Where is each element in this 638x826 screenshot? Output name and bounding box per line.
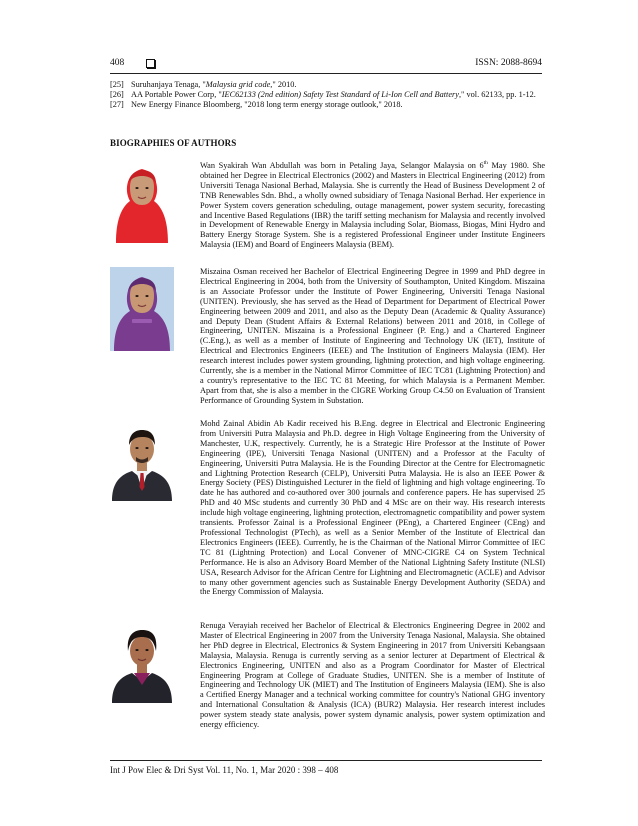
reference-number: [27] [110,100,124,110]
biography-text [200,267,545,406]
reference-number: [26] [110,90,124,100]
author-photo [110,161,174,243]
author-photo [110,419,174,501]
reference-title: Malaysia grid code [205,80,271,89]
checkbox-square-icon [146,59,155,68]
author-portrait-icon [110,419,174,501]
biography-text-part: Wan Syakirah Wan Abdullah was born in Petaling Jaya, Selangor Malaysia on 6 [200,161,484,170]
author-photo [110,621,174,703]
reference-text: ," 2010. [270,80,297,89]
reference-text: Suruhanjaya Tenaga, " [131,80,206,89]
reference-text: AA Portable Power Corp, " [131,90,222,100]
reference-text: ," vol. 62133, pp. 1-12. [458,90,536,100]
issn-label: ISSN: 2088-8694 [475,58,542,68]
header-rule [110,73,542,74]
biography-text [200,621,545,730]
reference-title: IEC62133 (2nd edition) Safety Test Standard of Li-Ion Cell and Battery [221,90,459,100]
biography-text [200,419,545,597]
section-title: BIOGRAPHIES OF AUTHORS [110,138,237,148]
reference-item [110,90,542,100]
biography-text-part: Renuga Verayiah received her Bachelor of Electrical & Electronics Engineering Degree in 2002 and Master of Electrical Engineering in 2007 from the University Tenaga Nasional, Malaysia. She obtained her PhD degree in Electrical, Electronics & System Engineering in 2017 from Universiti Kebangsaan Malaysia, Malaysia. Renuga is currently serving as a senior lecturer at Department of Electrical & Electronics Engineering, UNITEN and also as a Program Coordinator for Master of Electrical Engineering Program at College of Graduate Studies, UNITEN. She is a member of Institute of Engineering and Technology UK (MIET) and The Institution of Engineers Malaysia (IEM). She is also a Certified Energy Manager and a technical working committee for country's National GHG inventory and International Consultation & Analysis (ICA) (BUR2) Malaysia. Her research interest includes power system steady state analysis, power system dynamic analysis, power system optimization and energy efficiency. [200,621,545,730]
footer-rule [110,760,542,761]
page-header [110,58,542,72]
biography-text [200,161,545,250]
page-number: 408 [110,58,125,68]
footer-citation: Int J Pow Elec & Dri Syst Vol. 11, No. 1, Mar 2020 : 398 – 408 [110,765,339,775]
biography-text-part: Miszaina Osman received her Bachelor of Electrical Engineering Degree in 1999 and PhD degree in Electrical Engineering in 2004, both from the University of Southampton, United Kingdom. Miszaina is an Associate Professor under the Institute of Power Engineering, Universiti Tenaga Nasional (UNITEN). Previously, she has served as the Head of Department for Department of Electrical Power Engineering between 2009 and 2011, and also as the Deputy Dean (Academic & Quality Assurance) and Deputy Dean (Student Affairs & External Relations) between 2011 and 2018, in College of Engineering, UNITEN. Miszaina is a Professional Engineer (P. Eng.) and a Chartered Engineer (C.Eng.), as well as a member of Institute of Engineering and Technology UK (IET), Institute of Electrical and Electronics Engineers (IEEE) and The Institution of Engineers Malaysia (IEM). Her research interest includes power system grounding, lightning protection, and high voltage engineering. Currently, she is a member in the National Mirror Committee of IEC TC81 (Lightning Protection) and a country's representative to the IEC TC 81 Meeting, for which Malaysia is a Permanent Member. Apart from that, she is also a member in the CIGRE Working Group C4.50 on Evaluation of Transient Performance of Grounding System in Substation. [200,267,545,405]
author-photo [110,267,174,351]
author-portrait-icon [110,161,174,243]
reference-text: New Energy Finance Bloomberg, "2018 long term energy storage outlook," 2018. [131,100,403,110]
author-portrait-icon [110,267,174,351]
biography-text-part: May 1980. She obtained her Degree in Electrical Electronics (2002) and Masters in Electrical Engineering (2012) from Universiti Tenaga Nasional Berhad, Malaysia. She is currently the Head of Business Development 2 of TNB Renewables Sdn. Bhd., a wholly owned subsidiary of Tenaga Nasional Berhad. Her experience in Power System covers generation scheduling, outage management, power system security, forecasting and Incentive Based Regulations (IBR) the tariff setting mechanism for Malaysia and recently involved in Development of Renewable Energy in Malaysia including Solar, Biomass, Biogas, Mini Hydro and Battery Energy Storage System. She is a registered Professional Engineer under Institute Engineers Malaysia (IEM) and Board of Engineers Malaysia (BEM). [200,161,546,250]
reference-list [110,80,542,111]
reference-number: [25] [110,80,124,89]
biography-superscript: th [483,160,488,167]
biography-text-part: Mohd Zainal Abidin Ab Kadir received his B.Eng. degree in Electrical and Electronic Engineering from Universiti Putra Malaysia and Ph.D. degree in High Voltage Engineering from the University of Manchester, U.K, respectively. Currently, he is a Strategic Hire Professor at the Institute of Power Engineering (IPE), Universiti Tenaga Nasional (UNITEN) and a Professor at the Faculty of Engineering, Universiti Putra Malaysia. He is the Founding Director at the Centre for Electromagnetic and Lightning Protection Research (CELP), Universiti Putra Malaysia. He is also an IEEE Power & Energy Society (PES) Distinguished Lecturer in the field of lightning and high voltage engineering. To date he has authored and co-authored over 300 journals and conference papers. He has supervised 25 PhD and 40 MSc students and currently 30 PhD and 4 MSc are on their way. His research interests include high voltage engineering, lightning protection, electromagnetic compatibility and power system transients. Professor Zainal is a Professional Engineer (PEng), a Chartered Engineer (CEng) and Professional Technologist (PTech), as well as a Senior Member of the Institute of Electrical dan Electronics Engineers (IEEE). Currently, he is the Chairman of the National Mirror Committee of IEC TC 81 (Lightning Protection) and Local Convener of MNC-CIGRE C4 on System Technical Performance. He is also an Advisory Board Member of the National Lightning Safety Institute (NLSI) USA, Research Advisor for the African Centre for Lightning and Electromagnetic (ACLE) and Advisor to many other government agencies such as Sustainable Energy Development Authority (SEDA) and the Energy Commission of Malaysia. [200,419,545,597]
reference-item [110,80,542,90]
author-portrait-icon [110,621,174,703]
reference-item [110,100,542,110]
